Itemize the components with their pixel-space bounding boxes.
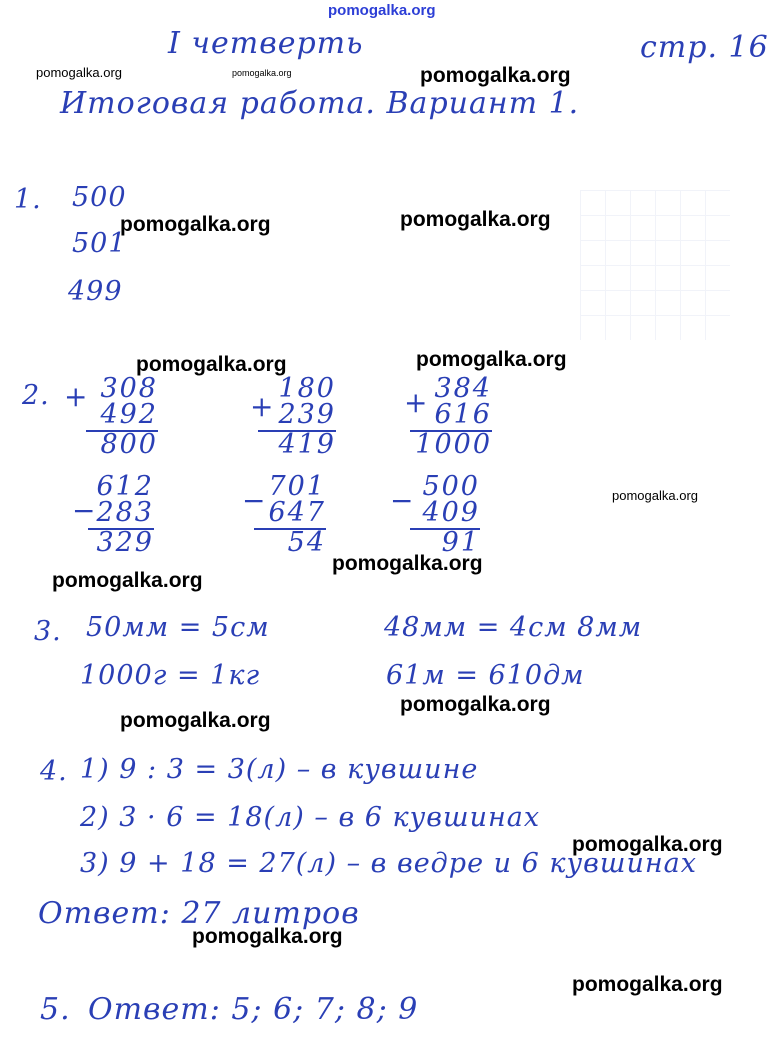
- graph-paper-grid: [580, 190, 730, 340]
- operand: 612: [96, 471, 154, 502]
- answer: Ответ: 27 литров: [38, 896, 360, 931]
- quarter-heading: I четверть: [168, 26, 364, 61]
- operand: 283: [96, 497, 154, 528]
- watermark: pomogalka.org: [400, 208, 551, 231]
- result: 419: [278, 429, 336, 460]
- subtraction-column: [254, 471, 326, 558]
- operand: 239: [278, 399, 336, 430]
- task-number: 1.: [14, 184, 42, 215]
- operand: 180: [278, 373, 336, 404]
- watermark: pomogalka.org: [572, 833, 723, 856]
- operand: 616: [434, 399, 492, 430]
- subtraction-column: [410, 471, 480, 558]
- task-number: 2.: [22, 380, 50, 411]
- minus-sign: −: [242, 484, 266, 517]
- watermark: pomogalka.org: [420, 64, 571, 87]
- addition-column: [410, 373, 492, 460]
- addition-column: [258, 373, 336, 460]
- watermark: pomogalka.org: [332, 552, 483, 575]
- operand: 500: [422, 471, 480, 502]
- result: 800: [100, 429, 158, 460]
- subtraction-column: [88, 471, 154, 558]
- task1-line: 500: [72, 182, 127, 213]
- plus-sign: +: [250, 390, 274, 423]
- watermark: pomogalka.org: [400, 693, 551, 716]
- task-number: 5.: [40, 992, 71, 1027]
- watermark: pomogalka.org: [612, 488, 698, 503]
- task1-line: 501: [72, 228, 127, 259]
- solution-step: 1) 9 : 3 = 3(л) – в кувшине: [80, 754, 479, 785]
- page-number: стр. 16: [640, 30, 769, 65]
- operand: 384: [434, 373, 492, 404]
- watermark: pomogalka.org: [120, 709, 271, 732]
- result: 329: [96, 527, 154, 558]
- minus-sign: −: [72, 494, 96, 527]
- watermark: pomogalka.org: [36, 65, 122, 80]
- task-number: 3.: [34, 616, 62, 647]
- watermark: pomogalka.org: [232, 68, 292, 78]
- plus-sign: +: [404, 386, 428, 419]
- operand: 701: [268, 471, 326, 502]
- conversion: 1000г = 1кг: [80, 660, 261, 691]
- task1-line: 499: [68, 276, 123, 307]
- plus-sign: +: [64, 380, 88, 413]
- watermark: pomogalka.org: [192, 925, 343, 948]
- minus-sign: −: [390, 484, 414, 517]
- operand: 409: [422, 497, 480, 528]
- addition-column: [86, 373, 158, 460]
- operand: 492: [100, 399, 158, 430]
- operand: 308: [100, 373, 158, 404]
- result: 54: [287, 527, 326, 558]
- answer: Ответ: 5; 6; 7; 8; 9: [88, 992, 419, 1027]
- solution-step: 3) 9 + 18 = 27(л) – в ведре и 6 кувшинах: [80, 848, 697, 879]
- result: 1000: [415, 429, 492, 460]
- watermark: pomogalka.org: [52, 569, 203, 592]
- watermark: pomogalka.org: [572, 973, 723, 996]
- operand: 647: [268, 497, 326, 528]
- conversion: 61м = 610дм: [386, 660, 585, 691]
- watermark: pomogalka.org: [328, 2, 436, 19]
- watermark: pomogalka.org: [136, 353, 287, 376]
- watermark: pomogalka.org: [120, 213, 271, 236]
- task-number: 4.: [40, 756, 68, 787]
- conversion: 50мм = 5см: [86, 612, 270, 643]
- page-title: Итоговая работа. Вариант 1.: [60, 86, 580, 121]
- watermark: pomogalka.org: [416, 348, 567, 371]
- result: 91: [441, 527, 480, 558]
- conversion: 48мм = 4см 8мм: [384, 612, 643, 643]
- solution-step: 2) 3 · 6 = 18(л) – в 6 кувшинах: [80, 802, 541, 833]
